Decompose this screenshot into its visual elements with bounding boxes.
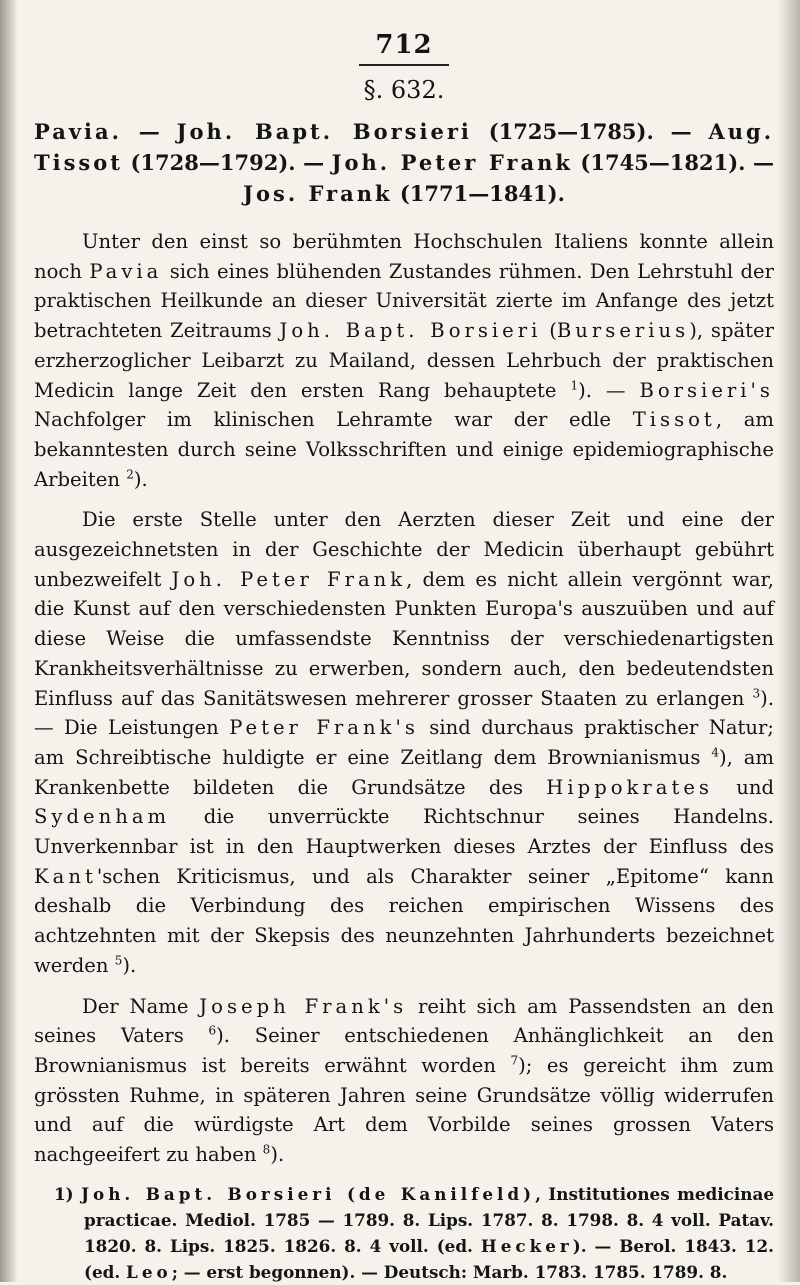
footnote-ref-3: 3 bbox=[752, 686, 761, 701]
text: ). bbox=[122, 953, 137, 977]
heading-name-peter-frank: Joh. Peter Frank bbox=[331, 150, 573, 175]
spaced-name: Tissot bbox=[632, 408, 716, 432]
text: Unter den einst so berühmten Hochschulen Italiens konnte allein noch bbox=[34, 230, 774, 283]
page-gutter-shadow bbox=[0, 0, 18, 1282]
spaced-name: Burserius bbox=[556, 319, 690, 343]
heading-name-joseph-frank: Jos. Frank bbox=[243, 181, 393, 206]
text: ), am Krankenbette bildeten die Grundsätze des bbox=[34, 745, 774, 799]
footnote-ref-1: 1 bbox=[570, 377, 579, 392]
spaced-name: Peter Frank's bbox=[229, 716, 419, 740]
heading-name-borsieri: Joh. Bapt. Borsieri bbox=[176, 119, 472, 144]
text: ). bbox=[133, 467, 148, 491]
spaced-name: Hecker bbox=[480, 1235, 573, 1256]
heading-years-peter-frank: (1745—1821). — bbox=[572, 150, 774, 175]
spaced-name: Sydenham bbox=[34, 805, 171, 829]
text: reiht sich am Passendsten an den seines Vaters bbox=[34, 994, 774, 1048]
spaced-name: Joseph Frank's bbox=[199, 994, 408, 1018]
heading-name-tissot: Aug. Tissot bbox=[34, 119, 775, 175]
text: ); es gereicht ihm zum grössten Ruhme, in späteren Jahren seine Grundsätze völlig widerrufen und auf die würdigste Art dem Vorbilde seines grossen Vaters nachgeeifert zu haben bbox=[34, 1053, 774, 1167]
text: Die erste Stelle unter den Aerzten dieser Zeit und eine der ausgezeichnetsten in der Geschichte der Medicin überhaupt gebührt unbezweifelt bbox=[34, 508, 774, 591]
spaced-name: Joh. Peter Frank bbox=[171, 567, 407, 591]
spaced-name: Pavia bbox=[89, 259, 163, 283]
footnote-ref-5: 5 bbox=[114, 953, 123, 968]
heading-years-joseph-frank: (1771—1841). bbox=[392, 181, 565, 206]
text: die unverrückte Richtschnur seines Handelns. Unverkennbar ist in den Hauptwerken dieses Arztes der Einfluss des bbox=[34, 805, 774, 859]
text: Der Name bbox=[82, 994, 200, 1018]
spaced-name: Joh. Bapt. Borsieri bbox=[279, 319, 542, 343]
text: sich eines blühenden Zustandes rühmen. Den Lehrstuhl der praktischen Heilkunde an dieser Universität zierte im Anfange des jetzt betrachteten Zeitraums bbox=[34, 259, 774, 343]
spaced-name: Borsieri's bbox=[639, 378, 774, 402]
text: ( bbox=[541, 319, 557, 343]
text: 'schen Kriticismus, und als Charakter seiner „Epitome“ kann deshalb die Verbindung des reichen empirischen Wissens des achtzehnten mit der Skepsis des neunzehnten Jahrhunderts bezeichnet werden bbox=[34, 864, 774, 977]
text: ). Seiner entschiedenen Anhänglichkeit an den Brownianismus ist bereits erwähnt worden bbox=[34, 1024, 774, 1077]
section-heading bbox=[34, 116, 774, 209]
text: sind durchaus praktischer Natur; am Schreibtische huldigte er eine Zeitlang dem Brownianismus bbox=[34, 716, 774, 769]
footnote-1 bbox=[34, 1181, 774, 1285]
paragraph-2 bbox=[34, 505, 774, 980]
spaced-name: Kant bbox=[34, 864, 97, 888]
text: , dem es nicht allein vergönnt war, die Kunst auf den verschiedensten Punkten Europa's auszuüben und auf diese Weise die umfassendste Kenntniss der verschiedenartigsten Krankheitsverhältnisse zu erwerben, sondern auch, den bedeutendsten Einfluss auf das Sanitätswesen mehrerer grosser Staaten zu erlangen bbox=[34, 567, 774, 710]
footnote-number: 1) bbox=[54, 1183, 82, 1204]
heading-years-borsieri: (1725—1785). — bbox=[471, 119, 709, 144]
spaced-name: Hippokrates bbox=[546, 775, 713, 799]
text: ). — bbox=[578, 378, 640, 402]
heading-years-tissot: (1728—1792). — bbox=[122, 150, 332, 175]
text: , am bekanntesten durch seine Volksschriften und einige epidemiographische Arbeiten bbox=[34, 408, 774, 491]
section-number: §. 632. bbox=[363, 76, 445, 104]
page-number-rule bbox=[359, 64, 449, 66]
text: ; — erst begonnen). — Deutsch: Marb. 1783. 1785. 1789. 8. bbox=[171, 1261, 728, 1282]
text: ). — Die Leistungen bbox=[34, 686, 774, 740]
footnote-ref-2: 2 bbox=[126, 467, 134, 482]
text: Nachfolger im klinischen Lehramte war der edle bbox=[34, 408, 633, 432]
page-edge-shadow bbox=[778, 0, 800, 1282]
text: ), später erzherzoglicher Leibarzt zu Mailand, dessen Lehrbuch der praktischen Medicin lange Zeit den ersten Rang behauptete bbox=[34, 319, 775, 402]
footnote-ref-4: 4 bbox=[711, 745, 719, 760]
footnote-ref-8: 8 bbox=[262, 1142, 271, 1157]
footnote-ref-7: 7 bbox=[510, 1053, 519, 1068]
text: ). — Berol. 1843. 12. (ed. bbox=[84, 1235, 774, 1282]
footnote-ref-6: 6 bbox=[208, 1023, 217, 1038]
page-number: 712 bbox=[375, 30, 433, 60]
text: , Institutiones medicinae practicae. Mediol. 1785 — 1789. 8. Lips. 1787. 8. 1798. 8. 4 voll. Patav. 1820. 8. Lips. 1825. 1826. 8. 4 voll. (ed. bbox=[84, 1183, 774, 1256]
spaced-name: Joh. Bapt. Borsieri (de Kanilfeld) bbox=[81, 1183, 536, 1204]
heading-dash: — bbox=[121, 119, 177, 144]
heading-place: Pavia. bbox=[34, 119, 122, 144]
paragraph-3 bbox=[34, 992, 774, 1170]
text: und bbox=[712, 775, 775, 799]
paragraph-1 bbox=[34, 227, 774, 494]
text: ). bbox=[270, 1143, 285, 1167]
spaced-name: Leo bbox=[126, 1261, 172, 1282]
